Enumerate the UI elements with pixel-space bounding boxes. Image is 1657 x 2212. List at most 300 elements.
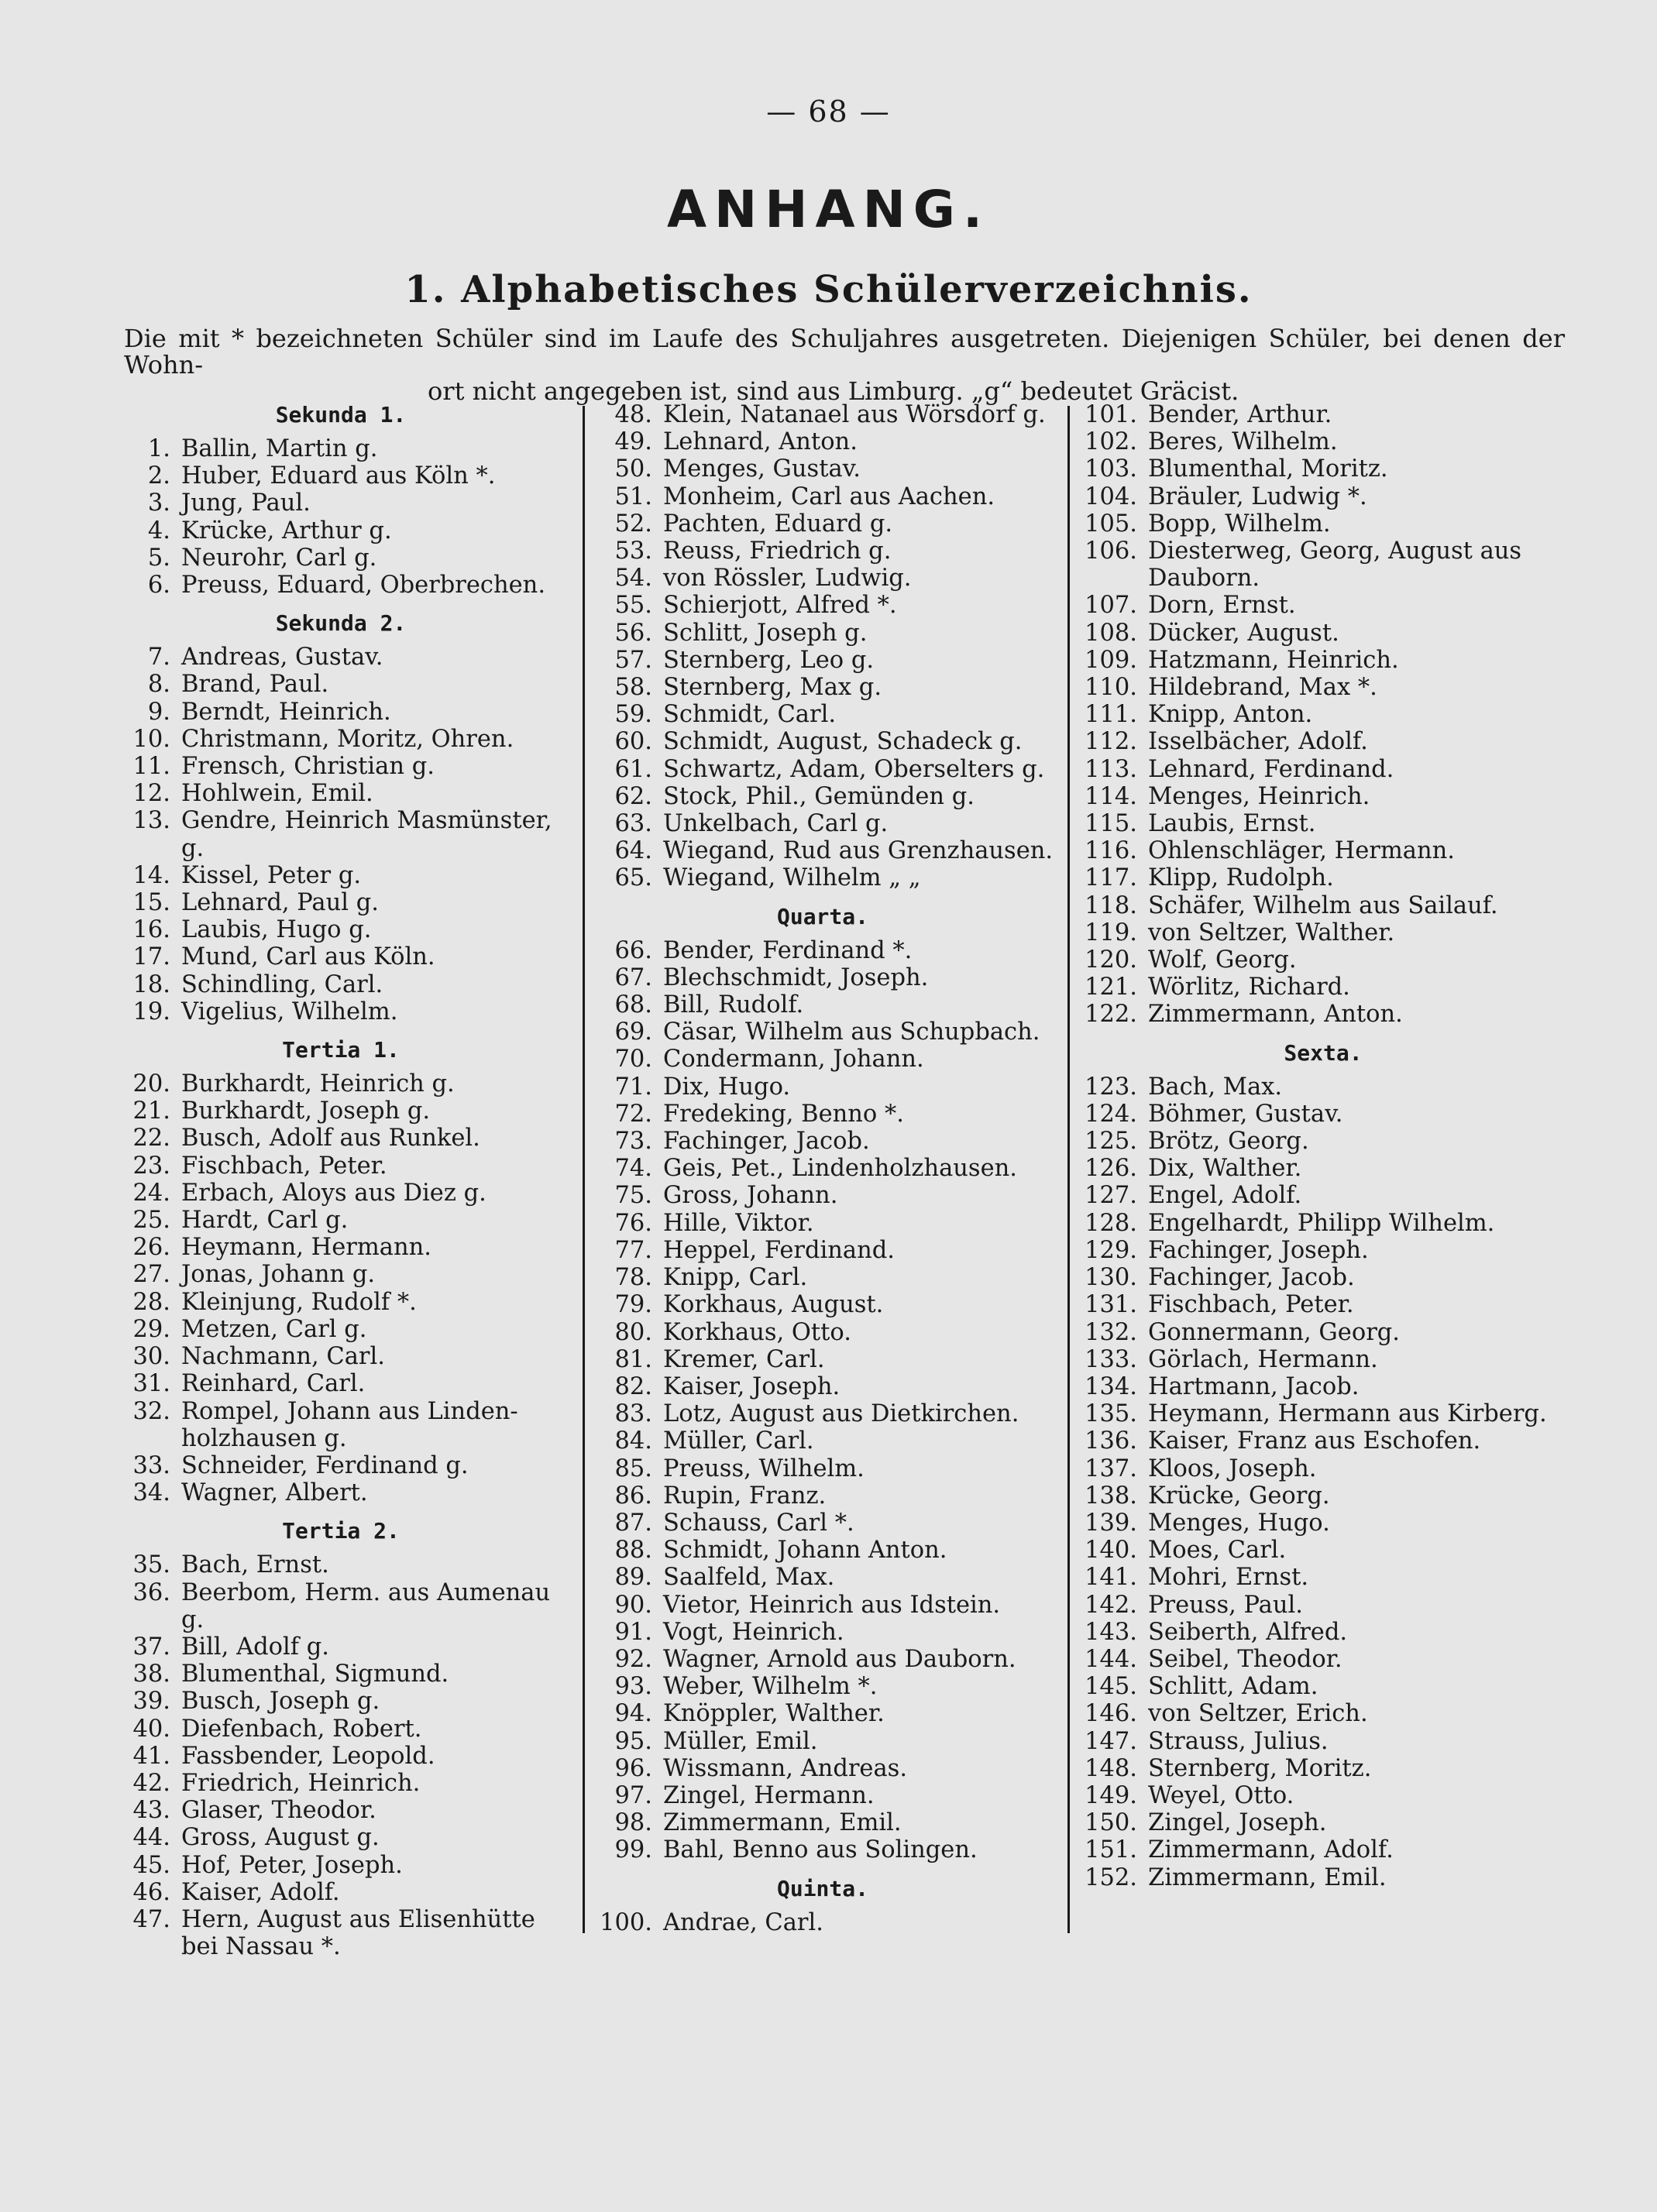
student-name: Schlitt, Joseph g. (663, 619, 868, 647)
student-number: 131. (1085, 1291, 1137, 1319)
student-number: 111. (1085, 701, 1137, 729)
student-number: 72. (614, 1100, 652, 1128)
student-number: 103. (1085, 455, 1137, 483)
student-number: 60. (614, 728, 652, 756)
student-name: Erbach, Aloys aus Diez g. (181, 1179, 486, 1207)
student-name: Fischbach, Peter. (1148, 1291, 1354, 1319)
student-name: Schmidt, Carl. (663, 701, 837, 729)
student-name: Jung, Paul. (181, 489, 311, 517)
student-name: Zimmermann, Emil. (663, 1809, 902, 1837)
student-entry (1075, 428, 1571, 455)
student-number: 112. (1085, 728, 1137, 756)
student-number: 15. (132, 889, 170, 917)
student-name: Kaiser, Adolf. (181, 1878, 340, 1906)
student-name: Fachinger, Jacob. (1148, 1264, 1355, 1292)
student-entry (108, 1824, 573, 1851)
student-number: 25. (132, 1207, 170, 1235)
student-entry (108, 1180, 573, 1207)
class-group-heading: Quarta. (776, 903, 868, 929)
student-entry (1075, 1237, 1571, 1264)
student-number: 89. (614, 1564, 652, 1592)
student-number: 73. (614, 1128, 652, 1156)
student-number: 17. (132, 943, 170, 971)
student-name: Lotz, August aus Dietkirchen. (663, 1400, 1019, 1428)
student-name: Bill, Adolf g. (181, 1633, 329, 1661)
student-name: Burkhardt, Heinrich g. (181, 1070, 455, 1098)
student-entry (590, 620, 1055, 647)
student-name: Isselbächer, Adolf. (1148, 728, 1368, 756)
student-name: Bach, Max. (1148, 1073, 1283, 1101)
student-name: Diefenbach, Robert. (181, 1715, 422, 1743)
student-entry (108, 1289, 573, 1316)
student-entry (108, 517, 573, 544)
student-number: 143. (1085, 1618, 1137, 1646)
student-entry (590, 1128, 1055, 1155)
student-name: Bräuler, Ludwig *. (1148, 483, 1367, 510)
student-entry (108, 1852, 573, 1879)
student-entry (1075, 538, 1571, 592)
student-name: Neurohr, Carl g. (181, 544, 377, 572)
student-name: Heymann, Hermann. (181, 1234, 431, 1262)
student-entry (108, 1479, 573, 1506)
student-number: 108. (1085, 619, 1137, 647)
intro-text (124, 325, 1565, 404)
student-name: Wiegand, Rud aus Grenzhausen. (663, 837, 1054, 865)
student-entry (1075, 919, 1571, 946)
student-number: 14. (132, 861, 170, 889)
student-number: 67. (614, 963, 652, 991)
student-entry (108, 753, 573, 780)
student-entry (590, 592, 1055, 619)
student-name: Seiberth, Alfred. (1148, 1618, 1348, 1646)
student-entry (590, 1046, 1055, 1073)
class-group-heading: Quinta. (776, 1875, 868, 1901)
student-name: Kremer, Carl. (663, 1345, 825, 1373)
student-number: 102. (1085, 428, 1137, 456)
student-name: Andrae, Carl. (663, 1908, 823, 1936)
student-number: 61. (614, 755, 652, 783)
student-entry (590, 1673, 1055, 1700)
student-name: Fachinger, Joseph. (1148, 1236, 1369, 1264)
student-entry (590, 1564, 1055, 1591)
student-number: 49. (614, 428, 652, 456)
student-number: 106. (1085, 538, 1137, 565)
student-name: Jonas, Johann g. (181, 1261, 376, 1289)
student-entry (108, 1125, 573, 1152)
student-number: 84. (614, 1427, 652, 1455)
student-entry (1075, 1755, 1571, 1782)
class-group-heading: Sekunda 1. (275, 402, 407, 428)
student-number: 74. (614, 1155, 652, 1183)
page-title: ANHANG. (666, 180, 991, 239)
student-name: Berndt, Heinrich. (181, 698, 391, 726)
student-name: Busch, Joseph g. (181, 1688, 380, 1716)
student-number: 88. (614, 1537, 652, 1565)
student-number: 110. (1085, 674, 1137, 702)
student-number: 121. (1085, 974, 1137, 1001)
student-name: Müller, Carl. (663, 1427, 814, 1455)
student-name: Hof, Peter, Joseph. (181, 1851, 403, 1879)
student-number: 42. (132, 1769, 170, 1797)
student-entry (108, 1152, 573, 1180)
student-entry (590, 756, 1055, 783)
student-name: Metzen, Carl g. (181, 1315, 367, 1343)
student-entry (108, 1688, 573, 1715)
class-group-heading: Tertia 1. (282, 1037, 400, 1063)
student-entry (590, 864, 1055, 891)
student-name: Zimmermann, Adolf. (1148, 1836, 1394, 1864)
student-name: Zimmermann, Anton. (1148, 1001, 1403, 1029)
student-entry (590, 1427, 1055, 1455)
student-entry (590, 1400, 1055, 1427)
student-number: 57. (614, 646, 652, 674)
student-name: Lehnard, Paul g. (181, 889, 379, 917)
student-name: Wissmann, Andreas. (663, 1754, 908, 1782)
student-entry (108, 1234, 573, 1261)
student-entry (1075, 1564, 1571, 1591)
student-name: Schauss, Carl *. (663, 1509, 854, 1537)
student-name: Glaser, Theodor. (181, 1797, 376, 1825)
student-entry (1075, 1155, 1571, 1182)
student-entry (590, 1319, 1055, 1346)
student-name: Menges, Hugo. (1148, 1509, 1330, 1537)
student-number: 39. (132, 1688, 170, 1716)
student-name: Wolf, Georg. (1148, 946, 1297, 974)
student-name: Diesterweg, Georg, August aus Dauborn. (1148, 538, 1522, 592)
student-entry (108, 1452, 573, 1479)
student-number: 63. (614, 810, 652, 838)
student-entry (1075, 1728, 1571, 1755)
student-name: Brand, Paul. (181, 671, 329, 699)
student-name: Bopp, Wilhelm. (1148, 510, 1331, 538)
column-divider-2 (1067, 406, 1070, 1933)
student-number: 146. (1085, 1700, 1137, 1728)
student-number: 55. (614, 592, 652, 620)
student-name: Heppel, Ferdinand. (663, 1236, 895, 1264)
student-number: 149. (1085, 1781, 1137, 1809)
student-name: Heymann, Hermann aus Kirberg. (1148, 1400, 1547, 1428)
student-entry (590, 1782, 1055, 1809)
student-name: Rupin, Franz. (663, 1482, 827, 1510)
student-entry (108, 862, 573, 889)
student-name: Zimmermann, Emil. (1148, 1863, 1387, 1891)
student-number: 3. (147, 489, 170, 517)
student-entry (1075, 592, 1571, 619)
student-number: 82. (614, 1372, 652, 1400)
student-entry (1075, 974, 1571, 1001)
student-entry (1075, 1673, 1571, 1700)
student-entry (1075, 1782, 1571, 1809)
student-entry (590, 1101, 1055, 1128)
student-name: Böhmer, Gustav. (1148, 1100, 1343, 1128)
student-number: 109. (1085, 646, 1137, 674)
student-entry (108, 998, 573, 1025)
student-name: Knöppler, Walther. (663, 1700, 885, 1728)
student-entry (108, 462, 573, 489)
student-name: Saalfeld, Max. (663, 1564, 835, 1592)
student-number: 64. (614, 837, 652, 865)
student-name: Dix, Hugo. (663, 1073, 791, 1101)
student-entry (590, 1182, 1055, 1209)
student-name: Geis, Pet., Lindenholzhausen. (663, 1155, 1017, 1183)
student-name: Blumenthal, Sigmund. (181, 1661, 449, 1688)
student-number: 86. (614, 1482, 652, 1510)
student-entry (108, 1316, 573, 1343)
student-entry (1075, 864, 1571, 891)
student-number: 79. (614, 1291, 652, 1319)
student-number: 2. (147, 462, 170, 490)
student-entry (1075, 1400, 1571, 1427)
student-entry (590, 783, 1055, 810)
student-number: 48. (614, 401, 652, 428)
student-number: 28. (132, 1288, 170, 1316)
student-number: 58. (614, 674, 652, 702)
student-name: Korkhaus, Otto. (663, 1318, 851, 1346)
student-name: Fachinger, Jacob. (663, 1128, 870, 1156)
student-number: 27. (132, 1261, 170, 1289)
student-name: Knipp, Anton. (1148, 701, 1313, 729)
student-entry (1075, 756, 1571, 783)
student-entry (590, 1346, 1055, 1373)
student-entry (590, 1619, 1055, 1646)
student-number: 100. (600, 1908, 652, 1936)
student-entry (1075, 510, 1571, 538)
student-entry (590, 728, 1055, 755)
intro-line-2: ort nicht angegeben ist, sind aus Limburg. „g“ bedeutet Gräcist. (428, 376, 1239, 406)
student-name: Sternberg, Max g. (663, 674, 882, 702)
student-entry (590, 538, 1055, 565)
student-name: Weber, Wilhelm *. (663, 1673, 878, 1701)
student-entry (1075, 837, 1571, 864)
student-number: 152. (1085, 1863, 1137, 1891)
student-number: 1. (147, 435, 170, 462)
student-number: 9. (147, 698, 170, 726)
student-name: Görlach, Hermann. (1148, 1345, 1378, 1373)
student-entry (1075, 1101, 1571, 1128)
student-name: Burkhardt, Joseph g. (181, 1097, 431, 1125)
student-number: 94. (614, 1700, 652, 1728)
student-entry (590, 1373, 1055, 1400)
student-entry (108, 1551, 573, 1578)
student-number: 7. (147, 644, 170, 672)
student-entry (590, 455, 1055, 483)
student-name: Gonnermann, Georg. (1148, 1318, 1401, 1346)
student-number: 21. (132, 1097, 170, 1125)
student-number: 93. (614, 1673, 652, 1701)
student-entry (1075, 455, 1571, 483)
student-entry (108, 1579, 573, 1633)
column-divider-1 (583, 406, 585, 1933)
student-number: 40. (132, 1715, 170, 1743)
student-number: 16. (132, 916, 170, 944)
student-name: Huber, Eduard aus Köln *. (181, 462, 496, 490)
student-name: von Seltzer, Erich. (1148, 1700, 1368, 1728)
student-number: 31. (132, 1370, 170, 1398)
student-entry (1075, 620, 1571, 647)
student-number: 83. (614, 1400, 652, 1428)
student-entry (1075, 946, 1571, 974)
student-entry (590, 401, 1055, 428)
student-entry (590, 1264, 1055, 1291)
student-number: 13. (132, 807, 170, 835)
student-entry (1075, 783, 1571, 810)
student-number: 23. (132, 1152, 170, 1180)
student-number: 80. (614, 1318, 652, 1346)
student-name: Ballin, Martin g. (181, 435, 378, 462)
student-number: 19. (132, 998, 170, 1025)
student-number: 90. (614, 1591, 652, 1619)
student-name: Cäsar, Wilhelm aus Schupbach. (663, 1018, 1040, 1046)
student-name: Kaiser, Franz aus Eschofen. (1148, 1427, 1481, 1455)
student-number: 76. (614, 1209, 652, 1237)
student-name: Preuss, Paul. (1148, 1591, 1303, 1619)
student-entry (590, 1646, 1055, 1673)
student-name: Seibel, Theodor. (1148, 1645, 1342, 1673)
class-group-heading: Sexta. (1284, 1039, 1363, 1066)
student-entry (1075, 1700, 1571, 1727)
student-number: 97. (614, 1781, 652, 1809)
student-entry (590, 1592, 1055, 1619)
student-number: 12. (132, 780, 170, 808)
student-entry (590, 428, 1055, 455)
student-number: 117. (1085, 864, 1137, 892)
student-name: Wiegand, Wilhelm „ „ (663, 864, 921, 892)
student-name: Beres, Wilhelm. (1148, 428, 1338, 456)
student-name: Sternberg, Moritz. (1148, 1754, 1372, 1782)
student-entry (108, 1661, 573, 1688)
student-entry (1075, 1073, 1571, 1101)
student-number: 118. (1085, 891, 1137, 919)
student-name: von Rössler, Ludwig. (663, 565, 912, 592)
student-number: 33. (132, 1451, 170, 1479)
student-entry (590, 810, 1055, 837)
student-name: Krücke, Arthur g. (181, 517, 392, 544)
student-name: Lehnard, Ferdinand. (1148, 755, 1394, 783)
student-entry (590, 483, 1055, 510)
student-name: Laubis, Ernst. (1148, 810, 1316, 838)
student-name: Fredeking, Benno *. (663, 1100, 904, 1128)
student-entry (108, 435, 573, 462)
student-number: 52. (614, 510, 652, 538)
student-name: Knipp, Carl. (663, 1264, 808, 1292)
student-number: 78. (614, 1264, 652, 1292)
student-entry (590, 1210, 1055, 1237)
student-entry (108, 1879, 573, 1906)
student-name: Gross, Johann. (663, 1182, 838, 1210)
student-number: 8. (147, 671, 170, 699)
student-entry (590, 837, 1055, 864)
student-entry (108, 1398, 573, 1452)
student-name: Mohri, Ernst. (1148, 1564, 1309, 1592)
student-number: 95. (614, 1727, 652, 1755)
student-number: 139. (1085, 1509, 1137, 1537)
student-number: 124. (1085, 1100, 1137, 1128)
student-entry (108, 1370, 573, 1397)
student-entry (108, 1770, 573, 1797)
student-entry (590, 964, 1055, 991)
student-number: 138. (1085, 1482, 1137, 1510)
student-name: Klein, Natanael aus Wörsdorf g. (663, 401, 1046, 428)
student-name: Wagner, Albert. (181, 1479, 368, 1507)
student-entry (1075, 1592, 1571, 1619)
student-entry (108, 1343, 573, 1370)
student-name: Ohlenschläger, Hermann. (1148, 837, 1455, 865)
student-entry (590, 991, 1055, 1018)
student-name: Strauss, Julius. (1148, 1727, 1329, 1755)
student-entry (590, 510, 1055, 538)
student-number: 77. (614, 1236, 652, 1264)
student-number: 37. (132, 1633, 170, 1661)
student-name: Wagner, Arnold aus Dauborn. (663, 1645, 1016, 1673)
student-entry (1075, 1646, 1571, 1673)
page-number: — 68 — (766, 94, 891, 129)
student-entry (1075, 1864, 1571, 1891)
student-number: 41. (132, 1742, 170, 1770)
student-name: Schäfer, Wilhelm aus Sailauf. (1148, 891, 1498, 919)
student-entry (1075, 674, 1571, 701)
student-number: 141. (1085, 1564, 1137, 1592)
student-name: Schwartz, Adam, Oberselters g. (663, 755, 1045, 783)
student-number: 75. (614, 1182, 652, 1210)
student-entry (108, 943, 573, 970)
student-entry (108, 489, 573, 517)
student-name: Zingel, Joseph. (1148, 1809, 1327, 1837)
student-entry (1075, 1373, 1571, 1400)
student-name: Fischbach, Peter. (181, 1152, 387, 1180)
student-number: 120. (1085, 946, 1137, 974)
student-number: 32. (132, 1397, 170, 1425)
student-name: Christmann, Moritz, Ohren. (181, 725, 514, 753)
student-name: Gendre, Heinrich Masmünster, g. (181, 807, 552, 862)
student-number: 54. (614, 565, 652, 592)
student-number: 47. (132, 1905, 170, 1933)
student-entry (1075, 401, 1571, 428)
student-number: 126. (1085, 1155, 1137, 1183)
student-number: 105. (1085, 510, 1137, 538)
student-name: Sternberg, Leo g. (663, 646, 875, 674)
student-number: 104. (1085, 483, 1137, 510)
student-entry (590, 1455, 1055, 1482)
student-entry (108, 699, 573, 726)
student-name: Reinhard, Carl. (181, 1370, 366, 1398)
student-number: 24. (132, 1179, 170, 1207)
student-entry (590, 647, 1055, 674)
student-name: Schmidt, Johann Anton. (663, 1537, 947, 1565)
class-group-heading: Tertia 2. (282, 1518, 400, 1544)
student-name: Zingel, Hermann. (663, 1781, 875, 1809)
student-entry (108, 1070, 573, 1097)
student-entry (590, 1537, 1055, 1564)
student-entry (1075, 810, 1571, 837)
student-name: Brötz, Georg. (1148, 1128, 1309, 1156)
student-name: Hern, August aus Elisenhütte bei Nassau *. (181, 1905, 535, 1961)
student-name: Dorn, Ernst. (1148, 592, 1296, 620)
student-entry (108, 726, 573, 753)
student-name: Korkhaus, August. (663, 1291, 884, 1319)
student-entry (590, 1510, 1055, 1537)
student-number: 115. (1085, 810, 1137, 838)
student-name: Unkelbach, Carl g. (663, 810, 889, 838)
student-entry (1075, 483, 1571, 510)
student-number: 92. (614, 1645, 652, 1673)
student-number: 85. (614, 1455, 652, 1482)
student-number: 62. (614, 782, 652, 810)
student-number: 96. (614, 1754, 652, 1782)
student-entry (108, 1797, 573, 1824)
student-entry (108, 1261, 573, 1288)
column-2 (590, 401, 1055, 1936)
student-name: Bill, Rudolf. (663, 991, 804, 1019)
